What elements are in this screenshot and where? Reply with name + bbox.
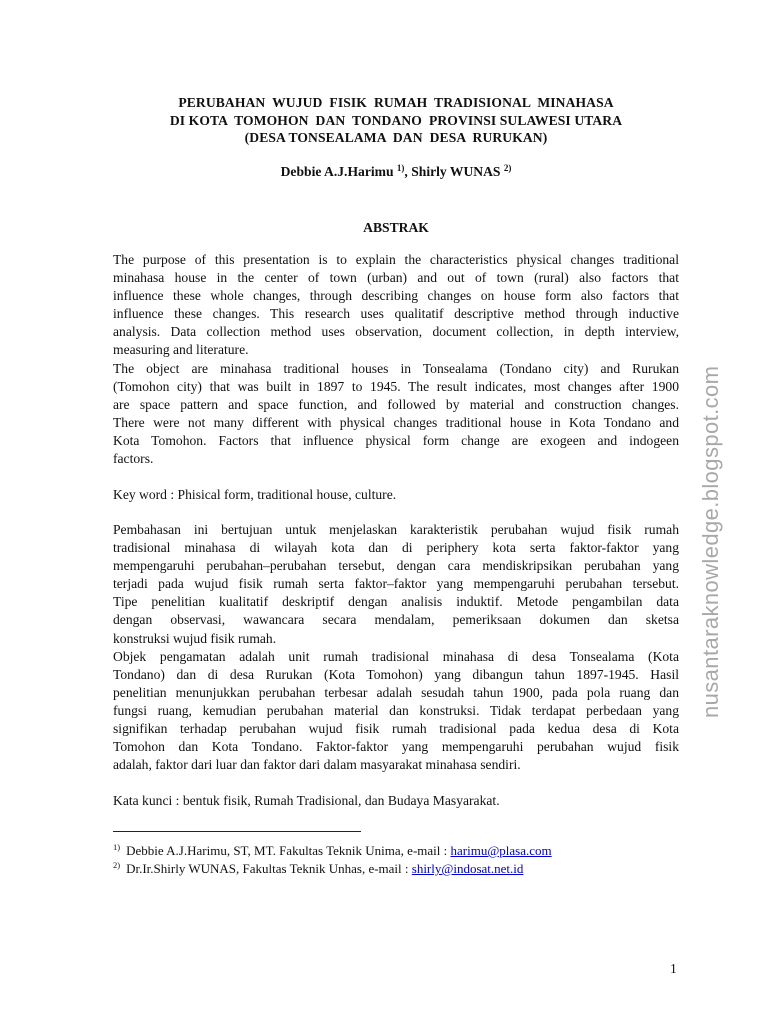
keywords-line: Kata kunci : bentuk fisik, Rumah Tradisional, dan Budaya Masyarakat. <box>113 793 500 808</box>
text-line: terjadi pada wujud fisik rumah serta faktor–faktor yang mempengaruhi perubahan tersebut. <box>113 576 679 592</box>
email-link[interactable]: harimu@plasa.com <box>450 843 552 858</box>
text-line: The object are minahasa traditional houses in Tonsealama (Tondano city) and Rurukan <box>113 360 679 376</box>
text-line: minahasa house in the center of town (urban) and out of town (rural) also factors that <box>113 270 679 286</box>
page-number: 1 <box>670 961 677 976</box>
text-line: analysis. Data collection method uses observation, document collection, in depth interview, <box>113 324 679 340</box>
text-line: fungsi ruang, kemudian perubahan material dan konstruksi. Tidak terdapat perbedaan yang <box>113 702 679 718</box>
footnote-2 <box>113 860 679 878</box>
title-line: PERUBAHAN WUJUD FISIK RUMAH TRADISIONAL MINAHASA <box>178 95 614 110</box>
watermark: nusantaraknowledge.blogspot.com <box>698 365 723 718</box>
footnote-separator <box>113 831 361 832</box>
author-separator: , <box>404 164 412 179</box>
text-line: adalah, faktor dari luar dan faktor dari dalam masyarakat minahasa sendiri. <box>113 757 521 773</box>
document-title <box>113 94 679 147</box>
abstract-heading: ABSTRAK <box>363 220 429 235</box>
footnote-marker: 2) <box>113 860 121 870</box>
abstract-paragraph <box>113 521 679 648</box>
keywords-english <box>113 486 679 504</box>
text-line: dengan observasi, wawancara secara mendalam, pemeriksaan dokumen dan sketsa <box>113 612 679 628</box>
author-name: Debbie A.J.Harimu <box>280 164 397 179</box>
footnote-text: Debbie A.J.Harimu, ST, MT. Fakultas Teknik Unima, e-mail : <box>126 843 451 858</box>
text-line: konstruksi wujud fisik rumah. <box>113 630 277 646</box>
abstract-indonesian <box>113 521 679 774</box>
footnote-1 <box>113 842 679 860</box>
author-name: Shirly WUNAS <box>411 164 504 179</box>
keywords-indonesian <box>113 792 679 810</box>
footnote-text: Dr.Ir.Shirly WUNAS, Fakultas Teknik Unhas, e-mail : <box>126 861 412 876</box>
text-line: There were not many different with physical changes traditional house in Kota Tondano and <box>113 414 679 430</box>
abstract-paragraph <box>113 360 679 469</box>
text-line: mempengaruhi perubahan–perubahan tersebut, dengan cara mendiskripsikan perubahan yang <box>113 558 679 574</box>
text-line: factors. <box>113 451 154 467</box>
text-line: penelitian menunjukkan perubahan terbesar adalah sesudah tahun 1900, pada pola ruang dan <box>113 684 679 700</box>
text-line: Objek pengamatan adalah unit rumah tradisional minahasa di desa Tonsealama (Kota <box>113 648 679 664</box>
text-line: Kota Tomohon. Factors that influence physical form change are exogeen and indogeen <box>113 432 679 448</box>
text-line: Tipe penelitian kualitatif deskriptif dengan analisis induktif. Metode pengambilan data <box>113 594 679 610</box>
text-line: Pembahasan ini bertujuan untuk menjelaskan karakteristik perubahan wujud fisik rumah <box>113 522 679 537</box>
title-line: (DESA TONSEALAMA DAN DESA RURUKAN) <box>244 130 548 145</box>
text-line: Tondano) dan di desa Rurukan (Kota Tomohon) yang dibangun tahun 1897-1945. Hasil <box>113 666 679 682</box>
email-link[interactable]: shirly@indosat.net.id <box>411 861 524 876</box>
text-line: influence these changes. This research uses qualitatif descriptive method through inductive <box>113 306 679 322</box>
abstract-paragraph <box>113 251 679 360</box>
text-line: signifikan terhadap perubahan wujud fisik rumah tradisional pada kedua desa di Kota <box>113 721 679 737</box>
text-line: tradisional minahasa di wilayah kota dan di periphery kota serta faktor-faktor yang <box>113 540 679 556</box>
text-line: The purpose of this presentation is to explain the characteristics physical changes traditional <box>113 252 679 267</box>
author-footnote-marker: 2) <box>503 163 512 173</box>
text-line: Tomohon dan Kota Tondano. Faktor-faktor yang mempengaruhi perubahan wujud fisik <box>113 739 679 755</box>
text-line: measuring and literature. <box>113 342 249 358</box>
title-line: DI KOTA TOMOHON DAN TONDANO PROVINSI SULAWESI UTARA <box>169 112 623 128</box>
abstract-english <box>113 251 679 468</box>
abstract-paragraph <box>113 648 679 775</box>
author-line <box>113 163 679 180</box>
text-line: influence these whole changes, through describing changes on house form also factors that <box>113 288 679 304</box>
keywords-line: Key word : Phisical form, traditional house, culture. <box>113 487 397 502</box>
text-line: (Tomohon city) that was built in 1897 to 1945. The result indicates, most changes after 1900 <box>113 378 679 394</box>
text-line: are space pattern and space function, and followed by material and construction changes. <box>113 396 679 412</box>
author-footnote-marker: 1) <box>396 163 405 173</box>
footnotes <box>113 842 679 878</box>
footnote-marker: 1) <box>113 842 121 852</box>
